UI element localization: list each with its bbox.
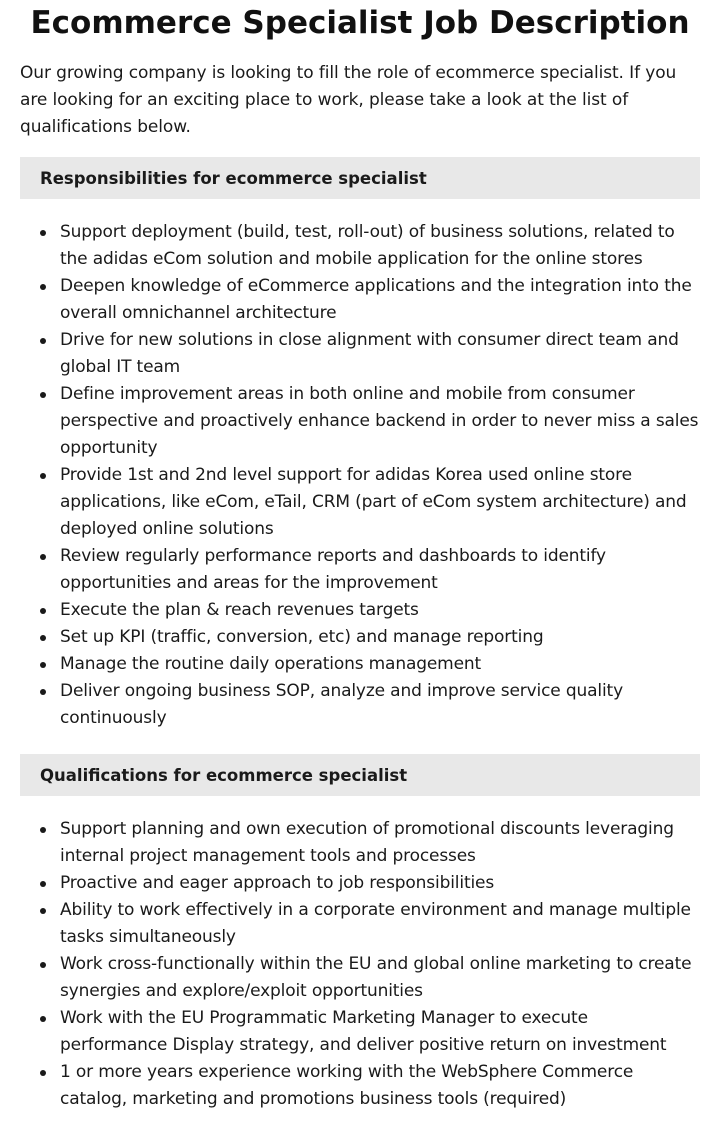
responsibility-item xyxy=(20,651,700,678)
responsibility-text: Review regularly performance reports and dashboards to identify opportunities and areas for the improvement xyxy=(60,546,606,593)
responsibility-item xyxy=(20,273,700,327)
responsibility-item xyxy=(20,678,700,732)
qualification-item xyxy=(20,1059,700,1113)
responsibility-item xyxy=(20,327,700,381)
responsibility-text: Set up KPI (traffic, conversion, etc) and manage reporting xyxy=(60,627,544,647)
responsibility-text: Execute the plan & reach revenues targets xyxy=(60,600,419,620)
qualification-text: Ability to work effectively in a corporate environment and manage multiple tasks simultaneously xyxy=(60,900,691,947)
qualification-item xyxy=(20,1005,700,1059)
qualification-text: Work with the EU Programmatic Marketing Manager to execute performance Display strategy, and deliver positive return on investment xyxy=(60,1008,667,1055)
qualifications-heading: Qualifications for ecommerce specialist xyxy=(20,754,700,796)
bullet-icon xyxy=(40,881,46,887)
bullet-icon xyxy=(40,554,46,560)
bullet-icon xyxy=(40,230,46,236)
bullet-icon xyxy=(40,662,46,668)
responsibility-text: Deliver ongoing business SOP, analyze and improve service quality continuously xyxy=(60,681,623,728)
responsibility-item xyxy=(20,597,700,624)
responsibility-text: Provide 1st and 2nd level support for adidas Korea used online store applications, like eCom, eTail, CRM (part of eCom system architecture) and deployed online solutions xyxy=(60,465,687,539)
responsibility-item xyxy=(20,624,700,651)
bullet-icon xyxy=(40,1016,46,1022)
qualification-item xyxy=(20,897,700,951)
responsibility-text: Define improvement areas in both online and mobile from consumer perspective and proactively enhance backend in order to never miss a sales opportunity xyxy=(60,384,699,458)
intro-paragraph: Our growing company is looking to fill the role of ecommerce specialist. If you are looking for an exciting place to work, please take a look at the list of qualifications below. xyxy=(20,63,677,137)
bullet-icon xyxy=(40,338,46,344)
responsibility-text: Deepen knowledge of eCommerce applications and the integration into the overall omnichannel architecture xyxy=(60,276,692,323)
responsibilities-heading: Responsibilities for ecommerce specialist xyxy=(20,157,700,199)
qualification-text: Support planning and own execution of promotional discounts leveraging internal project management tools and processes xyxy=(60,819,674,866)
qualification-item xyxy=(20,816,700,870)
qualification-text: Proactive and eager approach to job responsibilities xyxy=(60,873,495,893)
qualification-text: Work cross-functionally within the EU and global online marketing to create synergies and explore/exploit opportunities xyxy=(60,954,692,1001)
responsibility-text: Manage the routine daily operations management xyxy=(60,654,482,674)
qualification-item xyxy=(20,951,700,1005)
bullet-icon xyxy=(40,827,46,833)
bullet-icon xyxy=(40,284,46,290)
bullet-icon xyxy=(40,635,46,641)
responsibilities-list xyxy=(20,219,700,732)
bullet-icon xyxy=(40,1070,46,1076)
responsibility-text: Support deployment (build, test, roll-out) of business solutions, related to the adidas eCom solution and mobile application for the online stores xyxy=(60,222,675,269)
responsibility-item xyxy=(20,543,700,597)
qualifications-list xyxy=(20,816,700,1113)
qualification-item xyxy=(20,870,700,897)
responsibility-item xyxy=(20,219,700,273)
responsibility-item xyxy=(20,381,700,462)
bullet-icon xyxy=(40,908,46,914)
qualification-text: 1 or more years experience working with the WebSphere Commerce catalog, marketing and promotions business tools (required) xyxy=(60,1062,634,1109)
page-title: Ecommerce Specialist Job Description xyxy=(30,5,690,41)
responsibility-item xyxy=(20,462,700,543)
bullet-icon xyxy=(40,962,46,968)
bullet-icon xyxy=(40,392,46,398)
bullet-icon xyxy=(40,689,46,695)
bullet-icon xyxy=(40,473,46,479)
bullet-icon xyxy=(40,608,46,614)
responsibility-text: Drive for new solutions in close alignment with consumer direct team and global IT team xyxy=(60,330,679,377)
